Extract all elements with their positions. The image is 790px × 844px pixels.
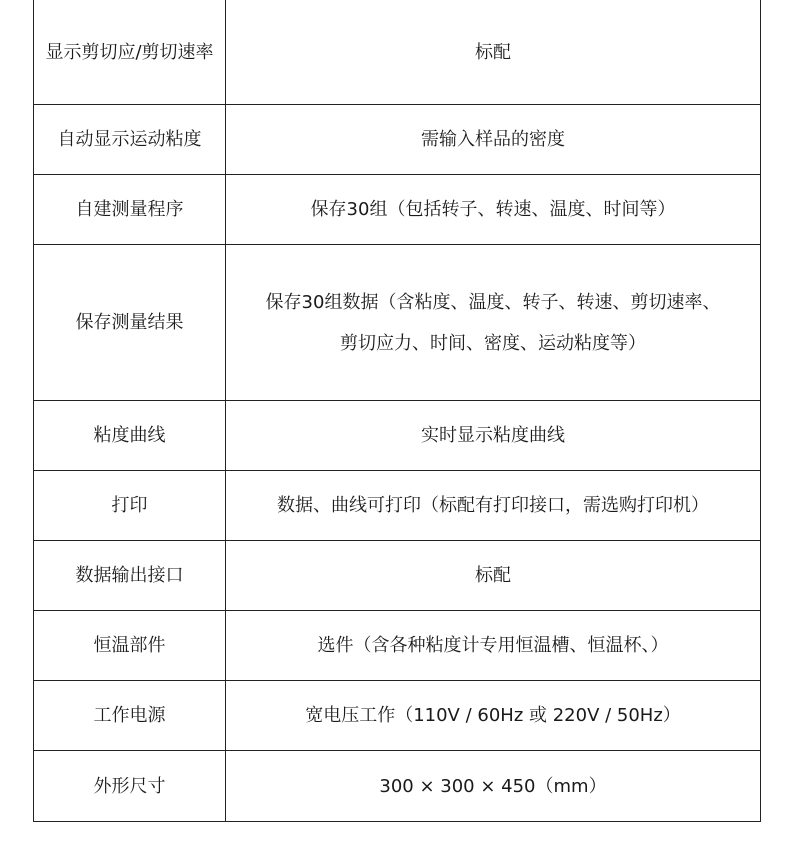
row-label: 粘度曲线 [34, 401, 226, 471]
table-row [34, 175, 761, 245]
row-label: 打印 [34, 471, 226, 541]
row-value-line: 剪切应力、时间、密度、运动粘度等） [340, 332, 646, 354]
table-row [34, 541, 761, 611]
table-row [34, 681, 761, 751]
table-row [34, 105, 761, 175]
row-value: 保存30组（包括转子、转速、温度、时间等） [226, 175, 761, 245]
table-row [34, 245, 761, 401]
row-value: 实时显示粘度曲线 [226, 401, 761, 471]
row-value: 选件（含各种粘度计专用恒温槽、恒温杯、） [226, 611, 761, 681]
table-row [34, 471, 761, 541]
table-row [34, 611, 761, 681]
row-value: 标配 [226, 0, 761, 105]
table-row [34, 751, 761, 822]
row-label: 显示剪切应/剪切速率 [34, 0, 226, 105]
table-row [34, 401, 761, 471]
row-label: 外形尺寸 [34, 751, 226, 822]
table-row [34, 0, 761, 105]
row-label: 自建测量程序 [34, 175, 226, 245]
row-label: 工作电源 [34, 681, 226, 751]
row-value [226, 245, 761, 401]
row-value: 300 × 300 × 450（mm） [226, 751, 761, 822]
row-value: 宽电压工作（110V / 60Hz 或 220V / 50Hz） [226, 681, 761, 751]
row-value-line: 保存30组数据（含粘度、温度、转子、转速、剪切速率、 [265, 291, 721, 313]
row-label: 保存测量结果 [34, 245, 226, 401]
row-value: 数据、曲线可打印（标配有打印接口，需选购打印机） [226, 471, 761, 541]
row-label: 恒温部件 [34, 611, 226, 681]
row-value: 需输入样品的密度 [226, 105, 761, 175]
specification-table [33, 0, 761, 822]
row-label: 数据输出接口 [34, 541, 226, 611]
row-value: 标配 [226, 541, 761, 611]
row-label: 自动显示运动粘度 [34, 105, 226, 175]
